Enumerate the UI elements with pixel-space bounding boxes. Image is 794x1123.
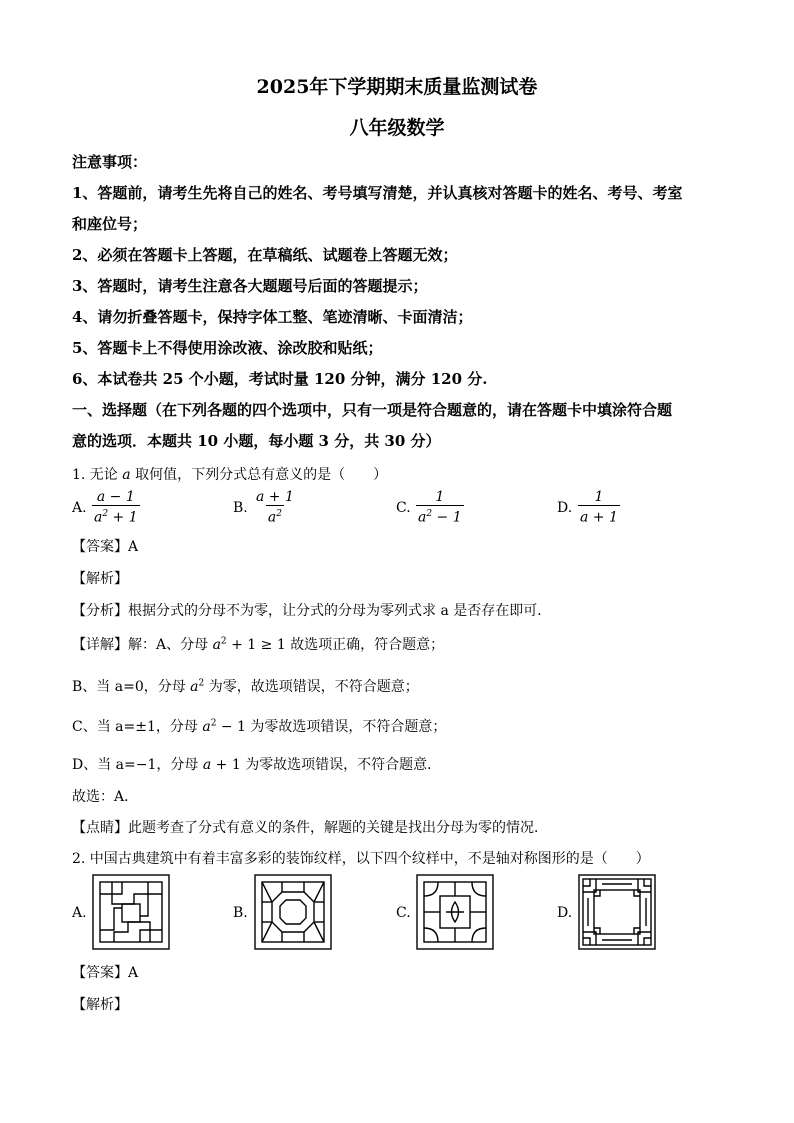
analysis-fenxi: 【分析】根据分式的分母不为零，让分式的分母为零列式求 a 是否存在即可．	[72, 603, 552, 619]
dianjing-line: 【点睛】此题考查了分式有意义的条件，解题的关键是找出分母为零的情况．	[72, 820, 548, 836]
option-a-fraction: $\frac{a - 1}{a^2 + 1}$	[94, 489, 138, 526]
option-d-label: D.	[557, 500, 573, 516]
option-b-label: B.	[233, 500, 248, 516]
notice-item: 4、请勿折叠答题卡，保持字体工整、笔迹清晰、卡面清洁；	[72, 308, 473, 326]
pattern-b-label: B.	[233, 905, 248, 921]
pattern-c-figure	[416, 874, 494, 950]
page-title: 2025年下学期期末质量监测试卷	[256, 76, 538, 98]
option-b-fraction: $\frac{a + 1}{a^2}$	[256, 489, 294, 526]
question-2-stem: 2. 中国古典建筑中有着丰富多彩的装饰纹样，以下四个纹样中，不是轴对称图形的是（ ）	[72, 851, 650, 867]
notice-item: 5、答题卡上不得使用涂改液、涂改胶和贴纸；	[72, 339, 383, 357]
pattern-c-label: C.	[396, 905, 411, 921]
pattern-b-figure	[254, 874, 332, 950]
notice-heading: 注意事项：	[72, 153, 148, 171]
answer-line-2: 【答案】A	[72, 965, 139, 981]
notice-item: 1、答题前，请考生先将自己的姓名、考号填写清楚，并认真核对答题卡的姓名、考号、考室	[72, 184, 683, 202]
analysis-b: B、当 a=0，分母 $a^2$ 为零，故选项错误，不符合题意；	[72, 678, 419, 695]
analysis-detail: 【详解】解：A、分母 $a^2 + 1 \ge 1$ 故选项正确，符合题意；	[72, 636, 445, 653]
analysis-tag-2: 【解析】	[72, 997, 128, 1013]
option-c-label: C.	[396, 500, 411, 516]
option-a-label: A.	[72, 500, 87, 516]
choose-line: 故选：A．	[72, 789, 139, 805]
section-heading-cont: 意的选项．本题共 10 小题，每小题 3 分，共 30 分）	[72, 432, 441, 450]
notice-item: 和座位号；	[72, 215, 148, 233]
section-heading: 一、选择题（在下列各题的四个选项中，只有一项是符合题意的，请在答题卡中填涂符合题	[72, 401, 673, 419]
analysis-tag: 【解析】	[72, 571, 128, 587]
pattern-a-figure	[92, 874, 170, 950]
notice-item: 3、答题时，请考生注意各大题题号后面的答题提示；	[72, 277, 428, 295]
question-1-stem: 1. 无论 a 取何值，下列分式总有意义的是（ ）	[72, 467, 388, 483]
notice-item: 2、必须在答题卡上答题，在草稿纸、试题卷上答题无效；	[72, 246, 458, 264]
pattern-a-label: A.	[72, 905, 87, 921]
pattern-d-label: D.	[557, 905, 573, 921]
page-subtitle: 八年级数学	[349, 117, 445, 139]
option-c-fraction: $\frac{1}{a^2 - 1}$	[418, 489, 462, 526]
option-d-fraction: $\frac{1}{a + 1}$	[580, 489, 618, 526]
analysis-d: D、当 a=−1，分母 a + 1 为零故选项错误，不符合题意．	[72, 757, 442, 773]
analysis-c: C、当 a=±1，分母 $a^2 - 1$ 为零故选项错误，不符合题意；	[72, 718, 447, 735]
pattern-d-figure	[578, 874, 656, 950]
answer-line: 【答案】A	[72, 539, 139, 555]
notice-item: 6、本试卷共 25 个小题，考试时量 120 分钟，满分 120 分.	[72, 370, 488, 388]
